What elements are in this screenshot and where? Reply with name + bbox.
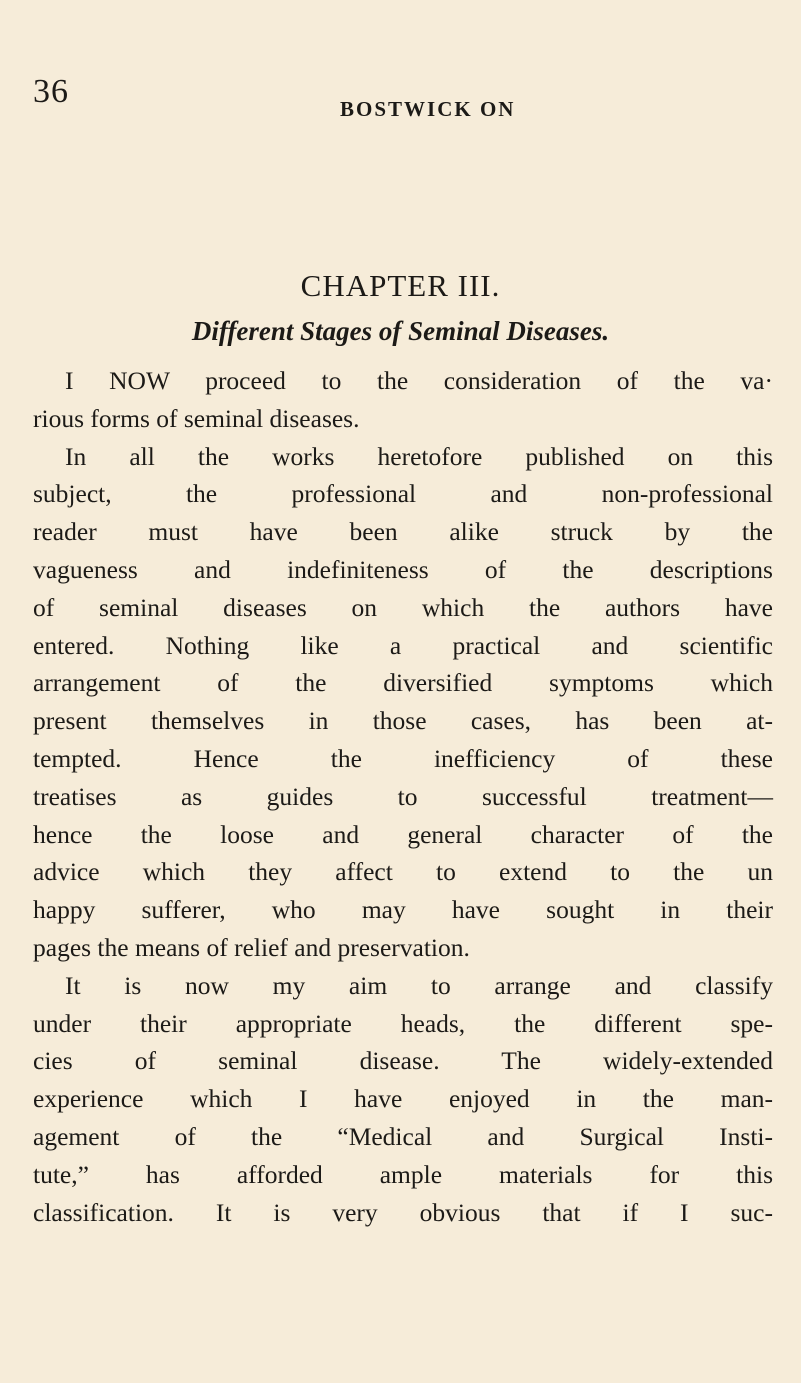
text-line: under their appropriate heads, the different spe- <box>33 1008 773 1038</box>
text-line: agement of the “Medical and Surgical Insti- <box>33 1121 773 1151</box>
text-line: cies of seminal disease. The widely-extended <box>33 1046 773 1076</box>
text-line: pages the means of relief and preservation. <box>33 932 470 962</box>
text-line: subject, the professional and non-professional <box>33 479 773 509</box>
page-number: 36 <box>33 73 69 110</box>
text-line: rious forms of seminal diseases. <box>33 403 360 433</box>
body-text <box>33 362 773 1231</box>
text-line: I NOW proceed to the consideration of the va· <box>65 366 773 395</box>
text-line: of seminal diseases on which the authors have <box>33 592 773 622</box>
text-line: reader must have been alike struck by the <box>33 517 773 547</box>
text-line: advice which they affect to extend to the un <box>33 857 773 887</box>
text-line: arrangement of the diversified symptoms which <box>33 668 773 698</box>
text-line: hence the loose and general character of the <box>33 819 773 849</box>
text-line: tute,” has afforded ample materials for this <box>33 1159 773 1189</box>
chapter-title: CHAPTER III. <box>300 268 501 303</box>
text-line: It is now my aim to arrange and classify <box>65 970 773 1000</box>
text-line: treatises as guides to successful treatment— <box>33 781 773 811</box>
text-line: tempted. Hence the inefficiency of these <box>33 743 773 773</box>
running-head: BOSTWICK ON <box>340 97 516 121</box>
text-line: experience which I have enjoyed in the man- <box>33 1084 773 1114</box>
text-line: present themselves in those cases, has been at- <box>33 706 773 736</box>
text-line: In all the works heretofore published on this <box>65 441 773 471</box>
text-line: happy sufferer, who may have sought in their <box>33 895 773 925</box>
chapter-subtitle: Different Stages of Seminal Diseases. <box>191 316 610 346</box>
text-line: vagueness and indefiniteness of the descriptions <box>33 554 773 584</box>
text-line: entered. Nothing like a practical and scientific <box>33 630 773 660</box>
text-line: classification. It is very obvious that if I suc- <box>33 1197 773 1227</box>
